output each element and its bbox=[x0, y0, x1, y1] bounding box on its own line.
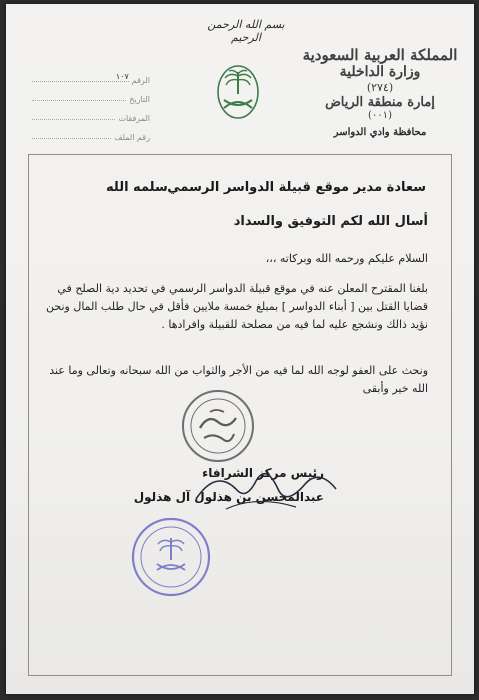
signatory-name: عبدالمحسن بن هذلول آل هذلول bbox=[133, 490, 324, 504]
addressee-close: سلمه الله bbox=[106, 180, 168, 195]
governorate-name: محافظة وادي الدواسر bbox=[333, 127, 427, 138]
paragraph-proposal: بلغنا المقترح المعلن عنه في موقع قبيلة الدواسر الرسمي في تحديد دية الصلح في قضايا القتل بين [ أبناء الدواسر ] بمبلغ خمسة ملايين فأقل في حال طلب المال ونحن نؤيد ذالك ونشجع عليه لما فيه من مصلحة للقبيلة وافرادها . bbox=[45, 282, 428, 331]
letter-page bbox=[6, 4, 474, 694]
ref-date-value bbox=[32, 100, 126, 101]
ref-file-row bbox=[32, 123, 150, 142]
ministry-code: (٢٧٤) bbox=[366, 81, 394, 94]
basmala: بسم الله الرحمن الرحيم bbox=[207, 18, 285, 44]
ref-file-label: رقم الملف bbox=[114, 133, 150, 142]
ministry-name: وزارة الداخلية bbox=[339, 64, 421, 80]
addressee-line: سعادة مدير موقع قبيلة الدواسر الرسمي bbox=[167, 180, 426, 195]
gray-round-seal-icon bbox=[180, 388, 256, 464]
ref-date-row bbox=[32, 85, 150, 104]
kingdom-name: المملكة العربية السعودية bbox=[302, 46, 458, 64]
blue-official-stamp-icon bbox=[130, 516, 212, 598]
ref-number-value: ١٠٧ bbox=[32, 72, 129, 82]
paragraph-forgiveness: ونحث على العفو لوجه الله لما فيه من الأجر والثواب من الله سبحانه وتعالى وما عند الله خير وأبقى bbox=[49, 364, 428, 395]
opening-wish: أسال الله لكم التوفيق والسداد bbox=[233, 214, 428, 229]
ref-attachments-label: المرفقات bbox=[118, 114, 150, 123]
letterhead-block bbox=[300, 46, 460, 138]
ref-attachments-value bbox=[32, 119, 115, 120]
reference-fields bbox=[32, 66, 150, 142]
signatory-title: رئيس مركز الشرافاء bbox=[202, 466, 324, 480]
greeting: السلام عليكم ورحمه الله وبركاته ،،، bbox=[265, 252, 428, 265]
emirate-name: إمارة منطقة الرياض bbox=[325, 95, 435, 110]
ref-date-label: التاريخ bbox=[129, 95, 150, 104]
ref-number-row bbox=[32, 66, 150, 85]
ref-file-value bbox=[32, 138, 111, 139]
handwritten-signature bbox=[186, 459, 356, 519]
emirate-code: (٠٠١) bbox=[368, 110, 392, 121]
ref-number-label: الرقم bbox=[131, 76, 150, 85]
palm-swords-emblem-icon bbox=[216, 64, 260, 120]
ref-attachments-row bbox=[32, 104, 150, 123]
